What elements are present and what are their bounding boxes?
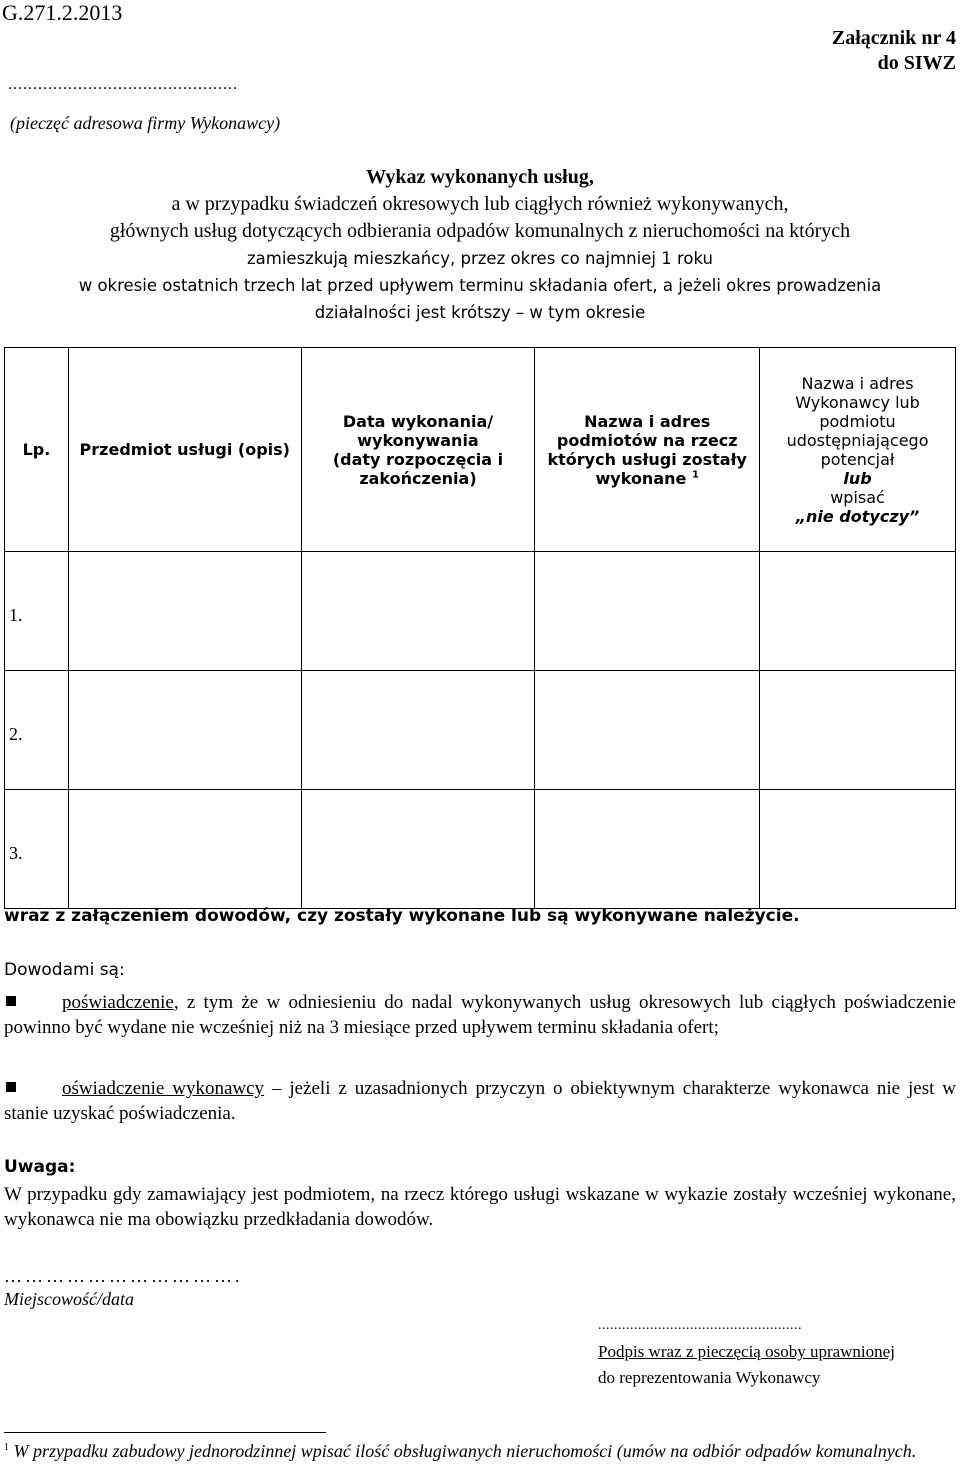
stamp-label: (pieczęć adresowa firmy Wykonawcy) <box>10 113 281 133</box>
contractor-header-line-5: potencjał <box>820 449 895 469</box>
bullet-square-icon <box>6 996 16 1006</box>
contractor-header-line-6: lub <box>843 468 872 488</box>
date-cell[interactable] <box>301 671 535 790</box>
table-row <box>5 552 956 671</box>
contractor-header-line-8: „nie dotyczy” <box>795 506 920 526</box>
date-header-line-2: wykonywania <box>357 430 479 450</box>
entity-header-line-1: Nazwa i adres <box>584 411 711 431</box>
title-line-5: w okresie ostatnich trzech lat przed upływem terminu składania ofert, a jeżeli okres prowadzenia <box>78 276 882 295</box>
contractor-header-line-1: Nazwa i adres <box>801 373 914 393</box>
bullet-item-statement <box>4 1076 956 1126</box>
bullet-square-icon <box>6 1082 16 1092</box>
subject-cell[interactable] <box>68 552 301 671</box>
bullet-term: oświadczenie wykonawcy <box>62 1078 265 1099</box>
contractor-header-line-2: Wykonawcy lub <box>795 392 920 412</box>
title-line-2: a w przypadku świadczeń okresowych lub ciągłych również wykonywanych, <box>171 193 789 215</box>
place-date-dots: ……………………………. <box>4 1266 243 1286</box>
bullet-term: poświadczenie <box>62 992 174 1013</box>
table-header-row <box>5 348 956 552</box>
document-reference: G.271.2.2013 <box>2 0 123 25</box>
bullet-item-certificate <box>4 990 956 1040</box>
table-row <box>5 671 956 790</box>
entity-cell[interactable] <box>535 671 760 790</box>
footnote-number: 1 <box>4 1442 9 1453</box>
column-header-entity <box>535 348 760 552</box>
title-line-4: zamieszkują mieszkańcy, przez okres co najmniej 1 roku <box>247 249 713 268</box>
entity-cell[interactable] <box>535 790 760 909</box>
note-text: W przypadku gdy zamawiający jest podmiotem, na rzecz którego usługi wskazane w wykazie zostały wcześniej wykonane, wykonawca nie ma obowiązku przedkładania dowodów. <box>4 1184 956 1230</box>
title-line-3: głównych usług dotyczących odbierania odpadów komunalnych z nieruchomości na których <box>109 220 851 242</box>
subject-cell[interactable] <box>68 671 301 790</box>
signature-dots: ................................................... <box>598 1318 802 1333</box>
contractor-cell[interactable] <box>760 790 956 909</box>
date-header-line-1: Data wykonania/ <box>342 411 494 431</box>
contractor-header-line-4: udostępniającego <box>786 430 929 450</box>
signature-block <box>598 1339 895 1391</box>
bullet-text: – jeżeli z uzasadnionych przyczyn o obiektywnym charakterze wykonawca nie jest w stanie uzyskać poświadczenia. <box>4 1078 956 1124</box>
signature-line-2: do reprezentowania Wykonawcy <box>598 1368 821 1387</box>
entity-cell[interactable] <box>535 552 760 671</box>
bullet-text: , z tym że w odniesieniu do nadal wykonywanych usług okresowych lub ciągłych poświadczenie powinno być wydane nie wcześniej niż na 3 miesiące przed upływem terminu składania ofert; <box>4 992 956 1038</box>
entity-header-line-4 <box>535 469 759 488</box>
date-cell[interactable] <box>301 552 535 671</box>
row-number: 3. <box>5 790 69 909</box>
stamp-dots: .............................................. <box>8 76 238 93</box>
footnote <box>4 1436 956 1463</box>
footnote-divider <box>4 1432 326 1433</box>
column-header-contractor <box>760 348 956 552</box>
entity-header-text: wykonane <box>595 468 687 488</box>
proofs-label: Dowodami są: <box>4 960 125 980</box>
table-row <box>5 790 956 909</box>
column-header-lp: Lp. <box>5 348 69 552</box>
subject-cell[interactable] <box>68 790 301 909</box>
entity-header-line-2: podmiotów na rzecz <box>556 430 738 450</box>
annex-label <box>832 26 956 76</box>
contractor-cell[interactable] <box>760 671 956 790</box>
footnote-text: W przypadku zabudowy jednorodzinnej wpisać ilość obsługiwanych nieruchomości (umów na odbiór odpadów komunalnych. <box>9 1441 917 1461</box>
annex-line-1: Załącznik nr 4 <box>831 27 956 49</box>
place-date-label: Miejscowość/data <box>4 1289 134 1309</box>
document-title <box>0 164 960 326</box>
title-line-1: Wykaz wykonanych usług, <box>366 166 594 188</box>
contractor-header-line-3: podmiotu <box>819 411 896 431</box>
contractor-cell[interactable] <box>760 552 956 671</box>
column-header-subject: Przedmiot usługi (opis) <box>68 348 301 552</box>
signature-line-1: Podpis wraz z pieczęcią osoby uprawnionej <box>598 1342 895 1361</box>
contractor-header-line-7: wpisać <box>830 487 885 507</box>
date-header-line-4: zakończenia) <box>359 468 477 488</box>
row-number: 1. <box>5 552 69 671</box>
note-label: Uwaga: <box>4 1157 76 1177</box>
entity-header-line-3: których usługi zostały <box>547 449 747 469</box>
date-header-line-3: (daty rozpoczęcia i <box>332 449 504 469</box>
date-cell[interactable] <box>301 790 535 909</box>
row-number: 2. <box>5 671 69 790</box>
services-table <box>4 347 956 909</box>
footnote-ref: 1 <box>691 469 699 481</box>
title-line-6: działalności jest krótszy – w tym okresie <box>314 303 646 322</box>
evidence-statement: wraz z załączeniem dowodów, czy zostały wykonane lub są wykonywane należycie. <box>4 906 800 926</box>
annex-line-2: do SIWZ <box>877 52 956 74</box>
column-header-date <box>301 348 535 552</box>
